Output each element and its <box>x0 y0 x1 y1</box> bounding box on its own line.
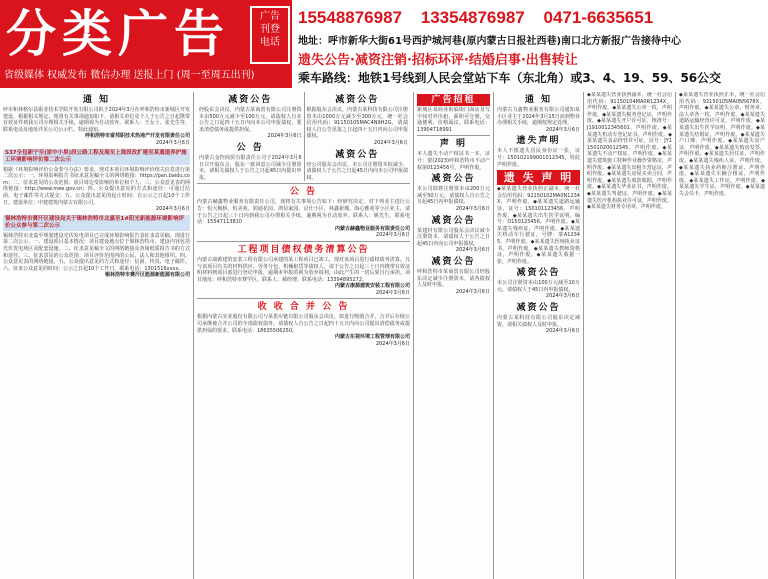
notice-date: 2024年3月6日 <box>545 293 580 300</box>
notice-date: 2024年3月6日 <box>455 247 490 254</box>
address-line: 地址：呼市新华大街61号西护城河巷(原内蒙古日报社西巷)南口北方新报广告接待中心 <box>298 36 682 47</box>
notice-body: 本人不慎遗失居民身份证一张，证号：150102199001012345，特此声明作废。 <box>497 148 580 168</box>
column-4 <box>494 92 584 579</box>
brand-block <box>0 0 292 88</box>
notice-body: 本公司注册资本由100万元减至10万元，请债权人于45日内申报债权。 <box>497 280 580 293</box>
notice-banner: S37全包新宁至(原中小果)段公路工程及海至上海段改扩建至某通道养护施工环境影响评价第二次公示 <box>3 149 190 165</box>
notice-heading: 减资公告 <box>516 268 561 279</box>
brand-slogan: 省级媒体 权威发布 微信办理 送报上门 (周一至周五出刊) <box>4 70 255 81</box>
hotline-tag: 广告 刊登 电话 <box>250 6 290 64</box>
notice-body: 内蒙古赫鑫物业服务有限责任公司，现将有关事项公告如下：经研究决定，对下列业主进行公告：恒大枫桥、恒美苑、润通花园、鸿信家园、京仕小区、林鑫新城、海心雅苑等小区业主，请于公告之日起三十日内到我公司办理相关手续，逾期视为自动放弃。联系人：姚先生，联系电话：15547113810 <box>197 199 410 226</box>
notice-heading: 遗失声明 <box>516 136 561 147</box>
notice-body: 内蒙古某科技有限公司股东决定减资，请相关债权人及时申报。 <box>497 315 580 328</box>
column-1 <box>0 92 194 579</box>
notice-body: 呼和浩特市某商贸有限公司经股东决定减少注册资本，请各债权人及时申报。 <box>417 268 490 289</box>
lost-items-list: ◆某某遗失营业执照副本，统一社会信用代码：91150104MA0R1234X，声明作废。◆某某遗失公章一枚，声明作废。◆某某遗失税务登记证，声明作废。◆某某遗失开户许可证，核准号：J1910012345601，声明作废。◆某某遗失机动车登记证书，声明作废。◆某某遗失食品经营许可证，证号：JY11501020012345，声明作废。◆某某遗失不动产权证，声明作废。◆某某遗失建筑施工特种作业操作资格证，声明作废。◆某某遗失出租车营运证，声明作废。◆某某遗失房屋买卖合同，声明作废。◆某某遗失收款收据，声明作废。◆某某遗失毕业证书，声明作废。◆某某遗失驾驶证，声明作废。◆某某遗失医疗机构执业许可证，声明作废。◆某某遗失财务专用章，声明作废。 <box>587 92 673 211</box>
rental-ad-heading: 广告招租 <box>417 94 490 106</box>
notice-subcolumn <box>304 92 411 181</box>
rental-ad-body: 新城区某商业街临街门面房及写字间对外出租，面积可分割，交通便利，价格面议。联系电话：13904718991 <box>417 107 490 133</box>
lost-statement-heading: 遗 失 声 明 <box>497 170 580 185</box>
notice-date: 2024年3月6日 <box>375 340 410 347</box>
notice-date: 2024年3月6日 <box>455 205 490 212</box>
notice-heading: 减资公告 <box>431 256 476 267</box>
notice-signature: 呼和浩特市富邦职技术热地产开发有限责任公司 <box>84 133 190 140</box>
column-6 <box>676 92 768 579</box>
services-line: 遗失公告·减资注销·招标环评·结婚启事·出售转让 <box>298 53 578 68</box>
divider <box>197 298 410 299</box>
notice-body: 内蒙古力鑫物业服务有限公司通知某小区业主于2024年3月15日前到物业办理相关手续，逾期按规定处理。 <box>497 107 580 127</box>
notice-heading: 减资公告 <box>431 174 476 185</box>
notice-body: 某建材有限公司股东会决议减少注册资本，请债权人于公告之日起45日内向公司申报债权。 <box>417 227 490 247</box>
notice-body: 根据内蒙古实业股份有限公司与某供应链有限公司股东会决议，拟进行吸收合并，合并后存续公司承继被合并公司的全部债权债务，请债权人自公告之日起四十五日内向公司提出清偿债务或提供担保的要求。联系电话：18635506250。 <box>197 314 410 334</box>
notice-date: 2024年3月6日 <box>155 139 190 146</box>
notice-signature: 内蒙古赫鑫物业服务有限责任公司 <box>334 225 410 232</box>
phone-number[interactable]: 13354876987 <box>420 8 525 27</box>
notice-body: 经公司股东会决议，本公司注册资本拟减少，请债权人于公告之日起45日内向本公司申报债权。 <box>306 161 408 181</box>
page-title: 分类广告 <box>6 4 230 63</box>
notice-heading: 通 知 <box>524 95 553 105</box>
notice-signature: 内蒙古东视环境工程管理有限公司 <box>334 334 410 341</box>
notice-heading: 公 告 <box>236 142 264 153</box>
notice-signature: 内蒙古康源建筑安装工程有限公司 <box>334 283 410 290</box>
notice-body: 本公司拟将注册资本由200万元减至50万元，请债权人自公告之日起45日内申报债权。 <box>417 186 490 206</box>
notice-heading: 减资公告 <box>335 149 380 160</box>
notice-body: 经股东会决议，内蒙古某商贸有限公司注册资本由500万元减少至100万元，请债权人自本公告之日起四十五日内向本公司申报债权，要求清偿债务或提供担保。 <box>199 107 302 133</box>
notice-heading: 减资公告 <box>335 95 380 105</box>
notice-date: 2024年3月6日 <box>155 206 190 213</box>
notice-heading: 通 知 <box>82 95 111 105</box>
phone-number[interactable]: 0471-6635651 <box>543 8 654 27</box>
column-5 <box>584 92 676 579</box>
notice-pair <box>197 92 410 181</box>
notice-heading: 减资公告 <box>431 215 476 226</box>
notice-date: 2024年3月6日 <box>455 288 490 295</box>
notice-date: 2024年3月6日 <box>545 328 580 335</box>
notice-body: 本人遗失不动产权证书一本，证号：蒙(2023)呼和浩特市不动产权第0123456号，声明作废。 <box>417 151 490 171</box>
notice-subcolumn <box>197 92 304 181</box>
notice-signature: 锡林浩特市赛汗区能源新能源有限公司 <box>104 272 190 279</box>
notice-body: 内蒙古康源建筑安装工程有限公司承建的某工程项目已竣工，现对该项目进行债权债务清算。凡与该项目有关的材料供应、劳务分包、机械租赁等债权人，请于公告之日起三十日内携带有效证明材料到项目部进行登记申报，逾期未申报的视为放弃权利，由此产生的一切后果自行承担。项目地址：呼和浩特市赛罕区。联系人：郝经理，联系电话：13394895272。 <box>197 256 410 283</box>
notice-body: 根据股东会决议，内蒙古某科技有限公司注册资本由1000万元减少至300万元，统一社会信用代码：91150105MAC4N9H2G，请债权人自公告见报之日起四十五日内向公司申报债权。 <box>306 107 408 140</box>
notice-date: 2024年3月6日 <box>375 289 410 296</box>
masthead <box>0 0 768 88</box>
notice-body: 内蒙古金控商贸有限责任公司于2024年3月6日召开股东会，股东一致同意公司减少注册资本，请相关债权人于公告之日起45日内提出申报。 <box>199 154 302 181</box>
lost-items-list: ◆某某遗失营业执照正本，统一社会信用代码：92150105MA0N5678X，声明作废。◆某某遗失公章、财务章、法人章各一枚，声明作废。◆某某遗失道路运输经营许可证，声明作废。◆某某遗失出生医学证明，声明作废。◆某某遗失结婚证，声明作废。◆某某遗失户口簿，声明作废。◆某某遗失房产证，声明作废。◆某某遗失购房发票，声明作废。◆某某遗失居住证，声明作废。◆某某遗失残疾人证，声明作废。◆某某遗失执业药师注册证，声明作废。◆某某遗失车辆合格证，声明作废。◆某某遗失工作证，声明作废。◆某某遗失学生证，声明作废。◆某某遗失会员卡，声明作废。 <box>679 92 765 197</box>
notice-heading: 减资公告 <box>228 95 273 105</box>
notice-banner: 锡林浩特市赛汗区建设局关于锡林浩特市北嘉至1#阳光新能源环境影响评价公众参与第二次公示 <box>3 215 190 231</box>
column-2 <box>194 92 414 579</box>
divider <box>197 241 410 242</box>
notice-date: 2024年3月6日 <box>267 133 302 140</box>
notice-heading: 收 收 合 并 公 告 <box>257 302 350 313</box>
notice-date: 2024年3月6日 <box>373 139 408 146</box>
divider <box>197 183 410 184</box>
route-line: 乘车路线：地铁1号线到人民会堂站下车（东北角）或3、4、19、59、56公交 <box>298 71 722 85</box>
notice-heading: 公 告 <box>289 187 318 198</box>
notice-body: 根据《环境影响评价公众参与办法》要求，现对本项目环境影响评价相关信息进行第二次公示：一、环境影响报告书征求意见稿全文的网络链接：https://pan.baidu.com；二、征求意见的公众范围：项目周边受影响的单位和个人；三、公众意见表的网络链接：http://www.mee.gov.cn；四、公众提出意见的方式和途径：可通过信函、电子邮件等方式提交；五、公众提出意见的起止时间：自公示之日起10个工作日。建设单位：中建建筑内蒙古有限公司。 <box>3 166 190 206</box>
divider <box>417 135 490 136</box>
lost-items-list: ◆某某遗失营业执照正副本，统一社会信用代码：92150102MA0N1234X，声明作废。◆某某遗失道路运输证，证号：150101123456，声明作废。◆某某遗失出生医学证明，编号：O150123456，声明作废。◆某某遗失残疾证，声明作废。◆某某遗失机动车行驶证，号牌：蒙A12345，声明作废。◆某某遗失医师执业证书，声明作废。◆某某遗失教师资格证，声明作废。◆某某遗失收据一张，声明作废。 <box>497 186 580 265</box>
notice-body: 呼市和林格尔县职业技术学院开发有限公司拟于2024年3月在呼和浩特市新城区开发建设，根据相关规定，现将有关事项通知如下，请相关单位及个人于公告之日起携带有效证件到我公司办理相关手续，逾期视为自动放弃。联系人：王女士、张先生等，联系电话及地址详见公司公示栏。特此通知。 <box>3 107 190 133</box>
notice-heading: 减资公告 <box>516 303 561 314</box>
notice-date: 2024年3月6日 <box>545 126 580 133</box>
phone-number[interactable]: 15548876987 <box>298 8 403 27</box>
phone-numbers <box>298 6 766 30</box>
notice-heading: 工程项目债权债务清算公告 <box>237 244 370 255</box>
notice-body: 锡林浩特市北嘉至规划建设光伏发电项目已完成环境影响报告表征求意见稿，现进行第二次公示。一、建设项目基本情况：项目建设地点位于锡林浩特市，建设内容包括光伏发电场区及配套设施。二、征求意见稿全文的网络链接及查阅纸质报告书的方式和途径。三、征求意见的公众范围：项目评价范围内的公民、法人和其他组织。四、公众意见表的网络链接。五、公众提出意见的方式和途径：信函、传真、电子邮件。六、征求公众意见的时间：公示之日起10个工作日。联系电话：1301516xxxx。 <box>3 232 190 272</box>
notice-date: 2024年3月6日 <box>375 232 410 239</box>
column-3 <box>414 92 494 579</box>
notice-heading: 声 明 <box>439 139 468 150</box>
